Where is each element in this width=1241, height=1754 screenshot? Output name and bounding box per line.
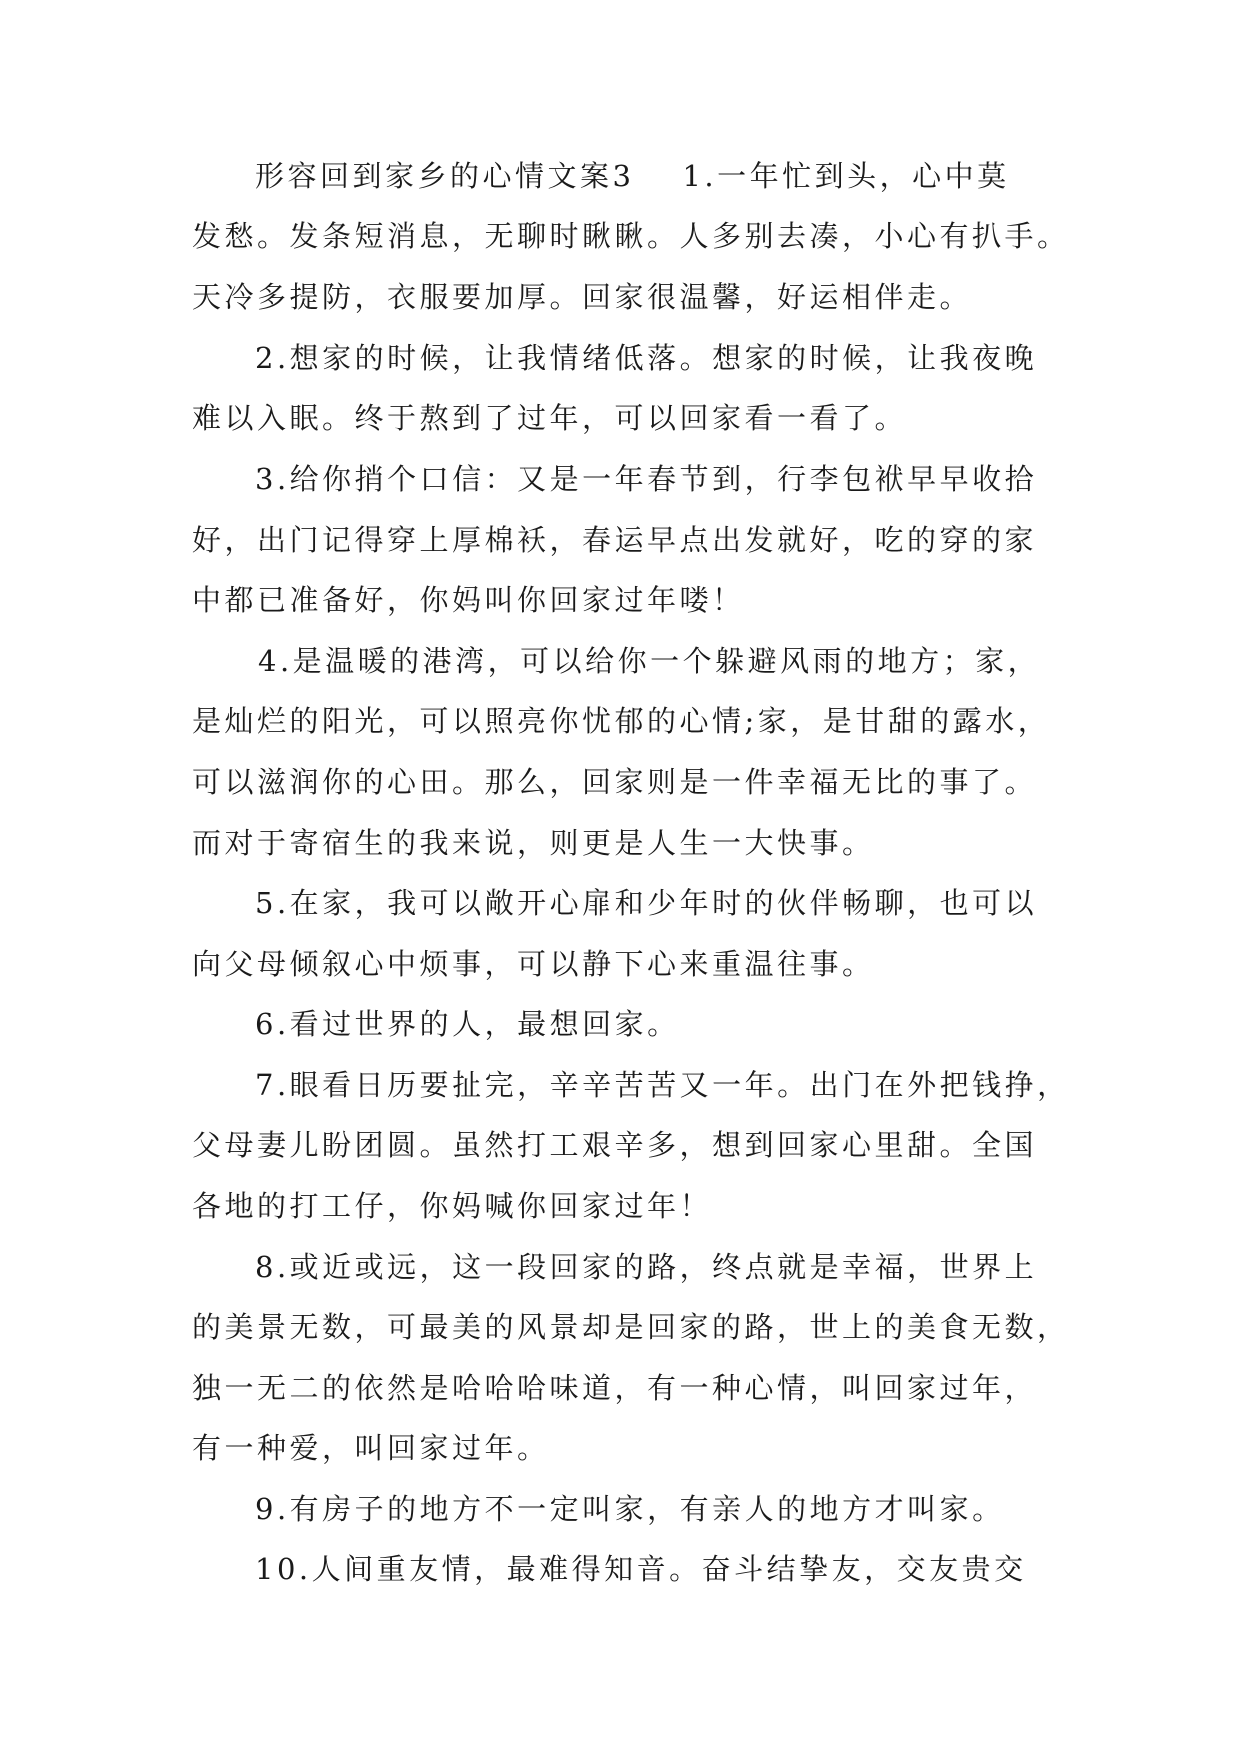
paragraph-line: 5.在家，我可以敞开心扉和少年时的伙伴畅聊，也可以 [255, 886, 1038, 920]
paragraph-line: 6.看过世界的人，最想回家。 [255, 1007, 680, 1041]
paragraph-line: 中都已准备好，你妈叫你回家过年喽！ [192, 583, 745, 617]
paragraph-line: 向父母倾叙心中烦事，可以静下心来重温往事。 [192, 947, 875, 981]
paragraph-line: 父母妻儿盼团圆。虽然打工艰辛多，想到回家心里甜。全国 [192, 1128, 1038, 1162]
paragraph-line: 3.给你捎个口信：又是一年春节到，行李包袱早早收拾 [255, 462, 1038, 496]
paragraph-line: 发愁。发条短消息，无聊时瞅瞅。人多别去凑，小心有扒手。 [192, 219, 1070, 253]
paragraph-line: 可以滋润你的心田。那么，回家则是一件幸福无比的事了。 [192, 765, 1038, 799]
paragraph-line: 是灿烂的阳光，可以照亮你忧郁的心情;家，是甘甜的露水， [192, 704, 1051, 738]
paragraph-line: 有一种爱，叫回家过年。 [192, 1431, 550, 1465]
paragraph-line: 好，出门记得穿上厚棉袄，春运早点出发就好，吃的穿的家 [192, 523, 1038, 557]
paragraph-line: 8.或近或远，这一段回家的路，终点就是幸福，世界上 [255, 1250, 1038, 1284]
paragraph-line: 独一无二的依然是哈哈哈味道，有一种心情，叫回家过年， [192, 1371, 1038, 1405]
paragraph-line: 而对于寄宿生的我来说，则更是人生一大快事。 [192, 826, 875, 860]
paragraph-line [255, 158, 1155, 194]
paragraph-line: 天冷多提防，衣服要加厚。回家很温馨，好运相伴走。 [192, 280, 973, 314]
paragraph-line: 9.有房子的地方不一定叫家，有亲人的地方才叫家。 [255, 1492, 1005, 1526]
paragraph-line: 的美景无数，可最美的风景却是回家的路，世上的美食无数， [192, 1310, 1070, 1344]
paragraph-line: 难以入眠。终于熬到了过年，可以回家看一看了。 [192, 401, 908, 435]
document-title: 形容回到家乡的心情文案3 [255, 159, 635, 193]
paragraph-line: 2.想家的时候，让我情绪低落。想家的时候，让我夜晚 [255, 341, 1038, 375]
paragraph-line: 各地的打工仔，你妈喊你回家过年！ [192, 1189, 713, 1223]
paragraph-line-text: 1.一年忙到头，心中莫 [682, 159, 1010, 193]
paragraph-line: 4.是温暖的港湾，可以给你一个躲避风雨的地方；家， [258, 644, 1041, 678]
paragraph-line: 7.眼看日历要扯完，辛辛苦苦又一年。出门在外把钱挣， [255, 1068, 1070, 1102]
paragraph-line: 10.人间重友情，最难得知音。奋斗结挚友，交友贵交 [255, 1552, 1027, 1586]
